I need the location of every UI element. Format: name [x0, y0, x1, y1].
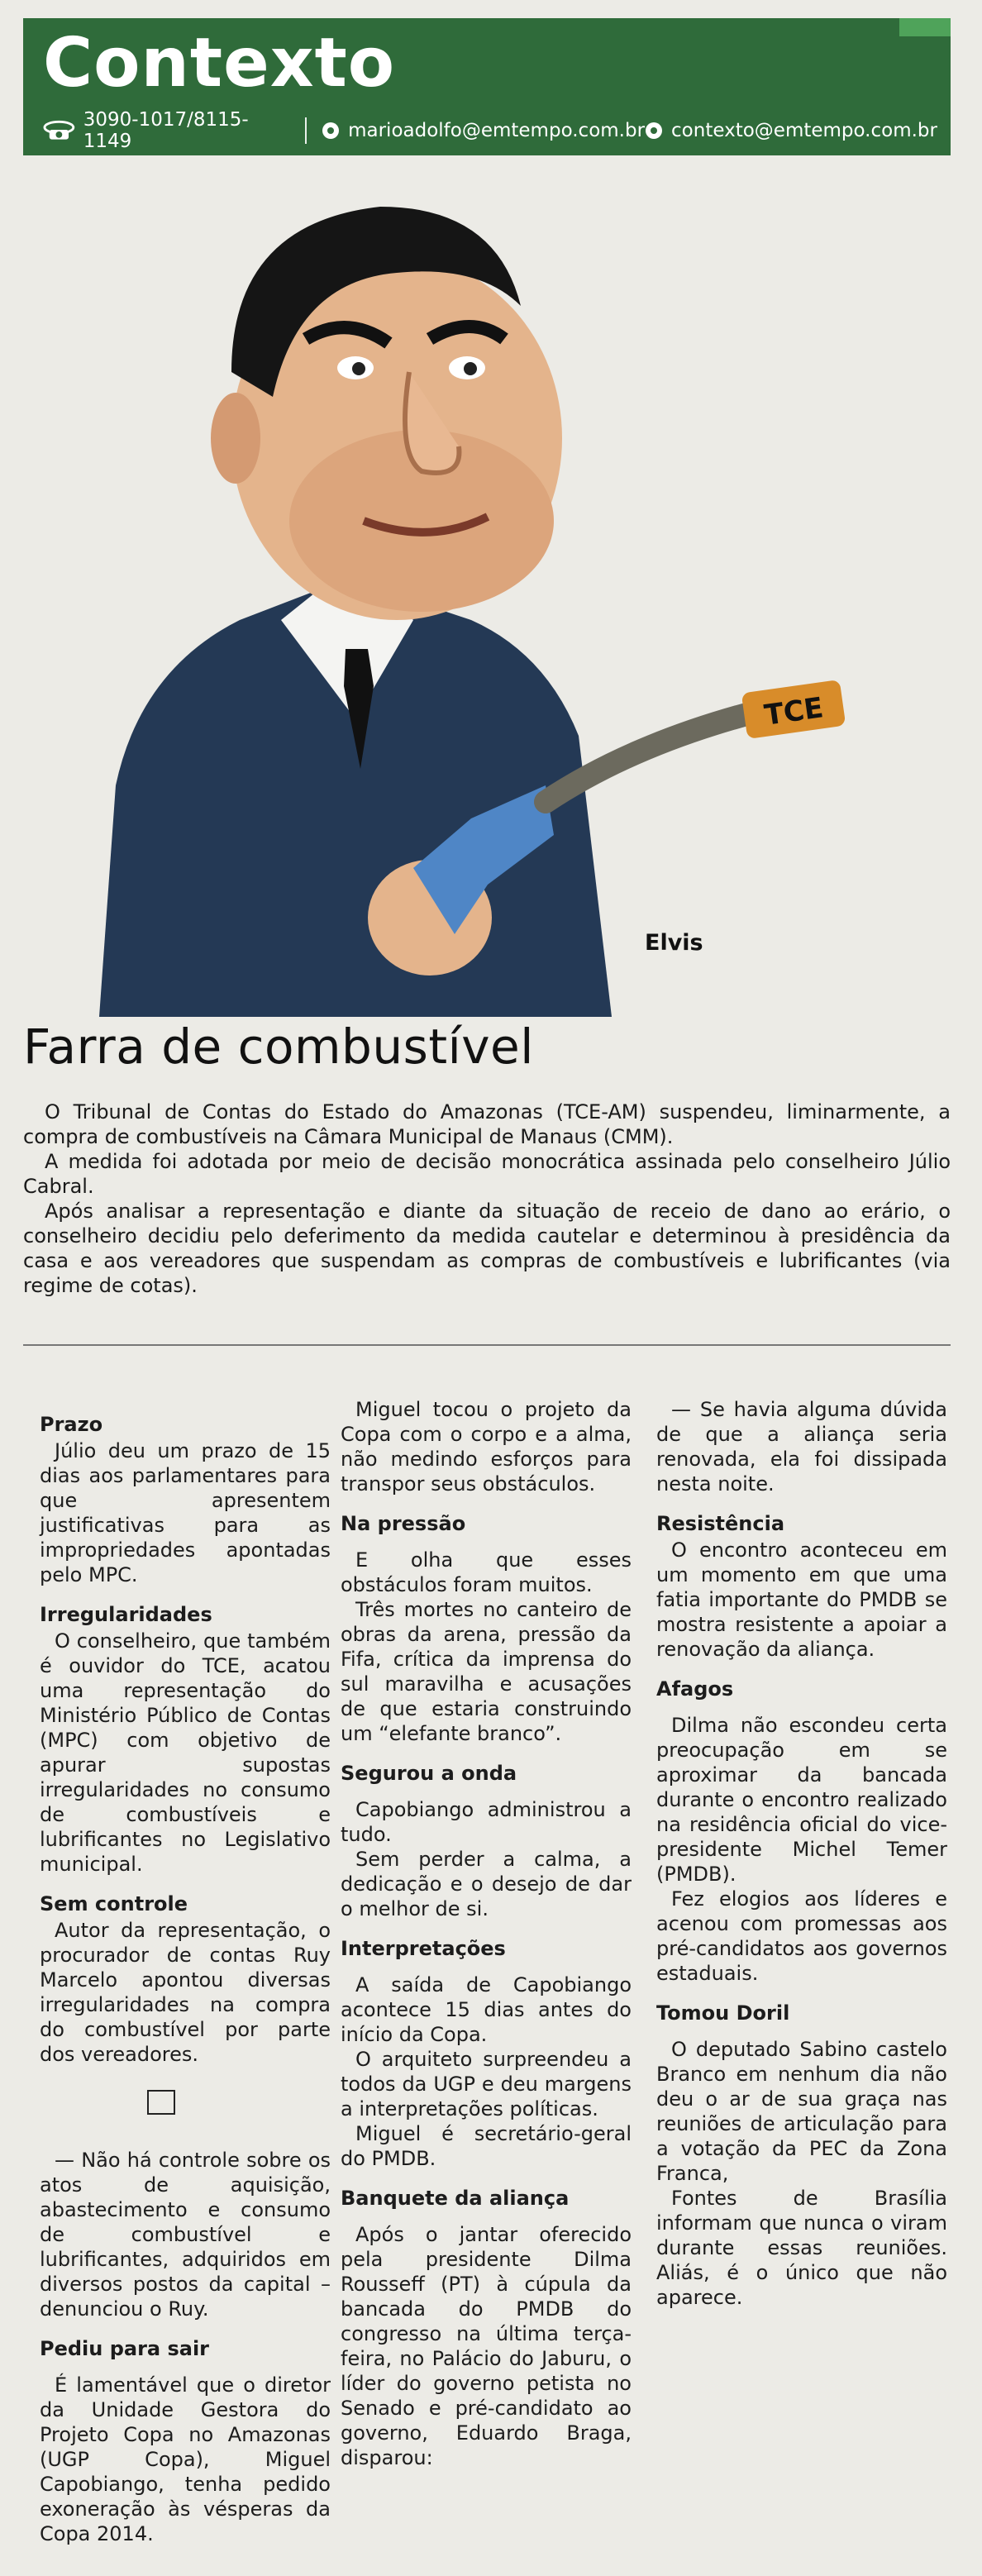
subhead-segurou-a-onda: Segurou a onda: [341, 1762, 517, 1785]
subhead-na-pressao: Na pressão: [341, 1512, 466, 1535]
column-2: [341, 1397, 632, 2470]
tce-badge-text: TCE: [762, 691, 826, 732]
paragraph: Júlio deu um prazo de 15 dias aos parlamentares para que apresentem justificativas para as impropriedades apontadas pelo MPC.: [40, 1439, 331, 1586]
paragraph: A saída de Capobiango acontece 15 dias antes do início da Copa.: [341, 1973, 632, 2046]
paragraph: É lamentável que o diretor da Unidade Gestora do Projeto Copa no Amazonas (UGP Copa), Miguel Capobiango, tenha pedido exoneração às vésperas da Copa 2014.: [40, 2373, 331, 2545]
email-address-1[interactable]: marioadolfo@emtempo.com.br: [348, 120, 646, 141]
subhead-tomou-doril: Tomou Doril: [656, 2001, 790, 2025]
paragraph: Sem perder a calma, a dedicação e o desejo de dar o melhor de si.: [341, 1848, 632, 1920]
article-headline: Farra de combustível: [23, 1018, 534, 1075]
quote-paragraph: — Se havia alguma dúvida de que a aliança seria renovada, ela foi dissipada nesta noite.: [656, 1398, 947, 1496]
section-header: [23, 18, 951, 155]
paragraph: Dilma não escondeu certa preocupação em se aproximar da bancada durante o encontro realizado na residência oficial do vice-presidente Michel Temer (PMDB).: [656, 1714, 947, 1886]
contact-divider: [305, 117, 307, 144]
phone-number: 3090-1017/8115-1149: [83, 109, 249, 152]
ear-shape: [211, 393, 260, 484]
email-address-2[interactable]: contexto@emtempo.com.br: [671, 120, 937, 141]
subhead-banquete: Banquete da aliança: [341, 2187, 570, 2210]
subhead-irregularidades: Irregularidades: [40, 1603, 212, 1626]
paragraph: Fez elogios aos líderes e acenou com promessas aos pré-candidatos aos governos estaduais.: [656, 1887, 947, 1985]
paragraph: Após o jantar oferecido pela presidente Dilma Rousseff (PT) à cúpula da bancada do PMDB do congresso na última terça-feira, no Palácio do Jaburu, o líder do governo petista no Senado e pré-candidato ao governo, Eduardo Braga, disparou:: [341, 2223, 632, 2469]
subhead-prazo: Prazo: [40, 1413, 103, 1436]
paragraph: Três mortes no canteiro de obras da arena, pressão da Fifa, crítica da imprensa do sul maravilha e acusações de que estaria construindo um “elefante branco”.: [341, 1598, 632, 1745]
column-1: [40, 1397, 331, 2546]
artist-signature: Elvis: [645, 930, 703, 956]
paragraph: O conselheiro, que também é ouvidor do TCE, acatou uma representação do Ministério Público de Contas (MPC) com objetivo de apurar supostas irregularidades no consumo de combustíveis e lubrificantes no Legislativo municipal.: [40, 1629, 331, 1876]
lead-paragraph: A medida foi adotada por meio de decisão monocrática assinada pelo conselheiro Júlio Cabral.: [23, 1150, 951, 1198]
paragraph: Fontes de Brasília informam que nunca o viram durante essas reuniões. Aliás, é o único que não aparece.: [656, 2187, 947, 2309]
subhead-pediu-para-sair: Pediu para sair: [40, 2337, 210, 2360]
phone-icon: [43, 120, 75, 141]
paragraph: O encontro aconteceu em um momento em que uma fatia importante do PMDB se mostra resistente a apoiar a renovação da aliança.: [656, 1538, 947, 1661]
at-icon: [645, 120, 663, 141]
subhead-afagos: Afagos: [656, 1677, 734, 1701]
paragraph: O deputado Sabino castelo Branco em nenhum dia não deu o ar de sua graça nas reuniões de articulação para a votação da PEC da Zona Franca,: [656, 2038, 947, 2185]
quote-paragraph: — Não há controle sobre os atos de aquisição, abastecimento e consumo de combustível e lubrificantes, adquiridos em diversos postos da capital – denunciou o Ruy.: [40, 2149, 331, 2321]
paragraph: Miguel tocou o projeto da Copa com o corpo e a alma, não medindo esforços para transpor seus obstáculos.: [341, 1398, 632, 1496]
paragraph: E olha que esses obstáculos foram muitos.: [341, 1548, 632, 1596]
tce-badge: [741, 680, 846, 739]
phone-contact: [43, 109, 290, 152]
article-lead: [23, 1100, 951, 1298]
section-title: Contexto: [43, 24, 396, 103]
lead-paragraph: Após analisar a representação e diante da situação de receio de dano ao erário, o conselheiro decidiu pelo deferimento da medida cautelar e determinou à presidência da casa e aos vereadores que suspendam as compras de combustíveis e lubrificantes (via regime de cotas).: [23, 1200, 951, 1297]
paragraph: Autor da representação, o procurador de contas Ruy Marcelo apontou diversas irregularidades na compra do combustível por parte dos vereadores.: [40, 1919, 331, 2066]
email-contact-1[interactable]: [322, 120, 645, 141]
paragraph: O arquiteto surpreendeu a todos da UGP e deu margens a interpretações políticas.: [341, 2048, 632, 2120]
paragraph: Capobiango administrou a tudo.: [341, 1798, 632, 1846]
lead-paragraph: O Tribunal de Contas do Estado do Amazonas (TCE-AM) suspendeu, liminarmente, a compra de combustíveis na Câmara Municipal de Manaus (CMM).: [23, 1100, 951, 1148]
header-tab-corner: [899, 18, 951, 36]
subhead-resistencia: Resistência: [656, 1512, 785, 1535]
subhead-sem-controle: Sem controle: [40, 1892, 188, 1915]
subhead-interpretacoes: Interpretações: [341, 1937, 506, 1960]
paragraph: Miguel é secretário-geral do PMDB.: [341, 2122, 632, 2170]
email-contact-2[interactable]: [645, 120, 937, 141]
column-3: [656, 1397, 947, 2310]
caricature-illustration: [83, 190, 876, 1017]
section-divider: [23, 1344, 951, 1346]
at-icon: [322, 120, 340, 141]
empty-box: [147, 2090, 175, 2115]
header-contacts: [43, 109, 937, 152]
